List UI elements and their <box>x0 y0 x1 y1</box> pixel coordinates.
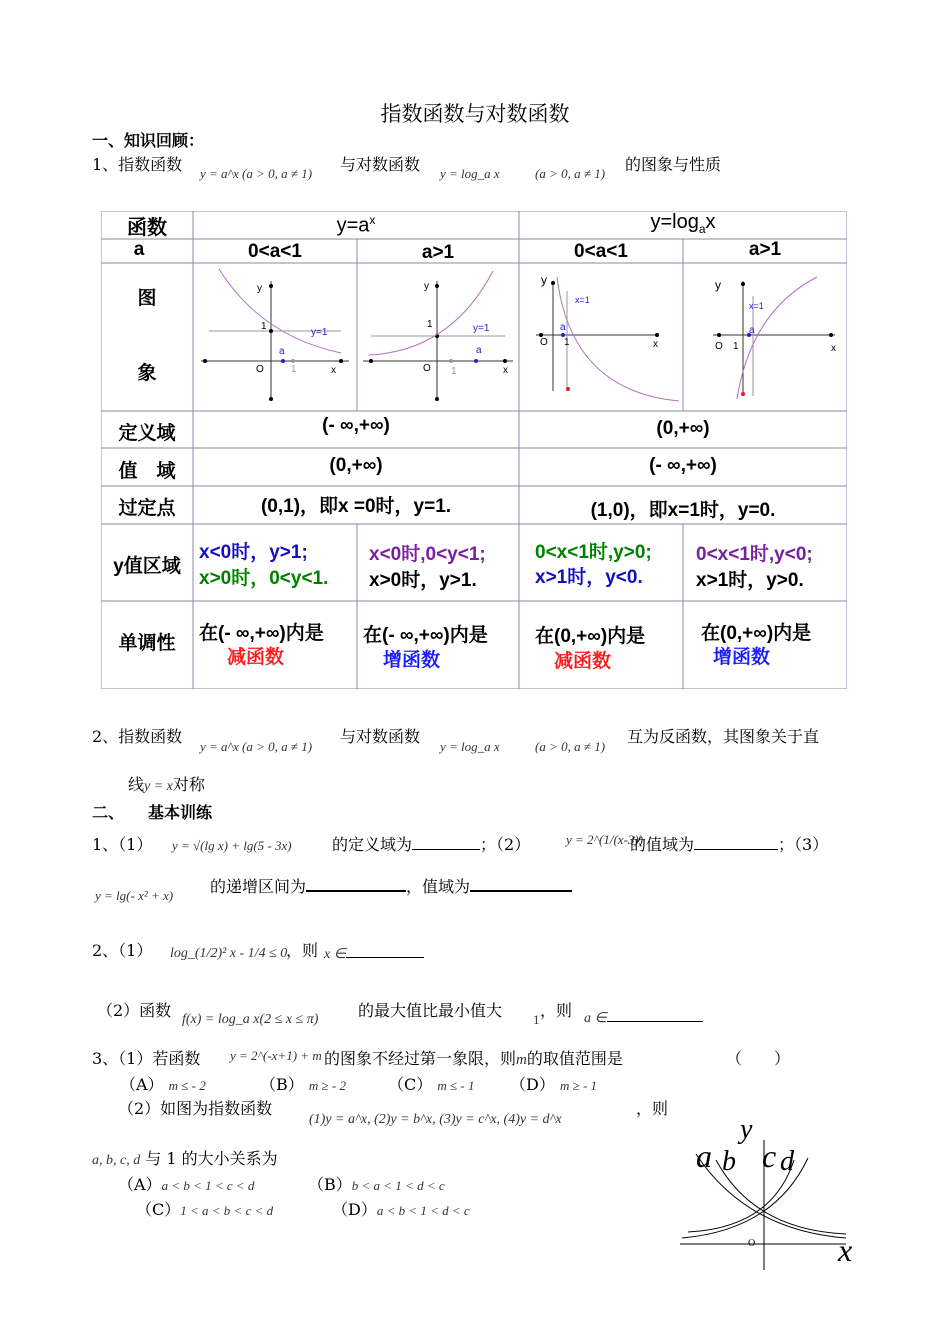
q3b-option-d-value: a < b < 1 < d < c <box>376 1203 470 1218</box>
yregion-3a: 0<x<1时,y>0; <box>535 542 652 563</box>
item1-suffix: 的图象与性质 <box>625 155 722 174</box>
row-domain-label: 定义域 <box>118 423 176 444</box>
yregion-4a: 0<x<1时,y<0; <box>696 544 813 565</box>
q3-prefix: 3、（1）若函数 <box>92 1049 201 1068</box>
q3-option-a-label: （A） <box>120 1075 164 1094</box>
q2b-a-in: a ∈ <box>584 1011 607 1026</box>
q2b-one: 1 <box>533 1012 540 1027</box>
q3-option-d-value: m ≥ - 1 <box>559 1078 598 1093</box>
g2-y: y <box>424 281 429 292</box>
fig-b: b <box>722 1146 736 1177</box>
item2-mid: 与对数函数 <box>340 727 421 746</box>
q3b-then: ，则 <box>636 1099 669 1118</box>
header-exp <box>193 213 519 238</box>
item2-log-condition: (a > 0, a ≠ 1) <box>535 739 606 754</box>
a-range-1: 0<a<1 <box>248 241 302 262</box>
q3b-option-a-value: a < b < 1 < c < d <box>161 1178 255 1193</box>
a-range-2: a>1 <box>421 242 455 263</box>
properties-table <box>101 211 847 689</box>
q1-range <box>630 832 828 855</box>
header-exp-sup: x <box>369 213 376 227</box>
fig-c: c <box>762 1138 777 1174</box>
q1-blank-4[interactable] <box>470 890 572 892</box>
expo-formula: y = a^x (a > 0, a ≠ 1) <box>200 166 313 181</box>
header-log-base: y=log <box>650 211 699 233</box>
g1-y: y <box>257 283 262 294</box>
section-heading-review: 一、知识回顾： <box>92 131 205 150</box>
yregion-2a: x<0时,0<y<1; <box>369 544 486 565</box>
yregion-1b: x>0时，0<y<1. <box>199 568 329 589</box>
q1-formula-1: y = √(lg x) + lg(5 - 3x) <box>172 838 292 853</box>
q2b-then: ，则 <box>540 1001 573 1020</box>
range-exp: (0,+∞) <box>329 455 383 476</box>
fig-d: d <box>780 1146 794 1177</box>
q1-blank-2[interactable] <box>694 849 778 850</box>
q3b-option-d-label: （D） <box>332 1200 377 1219</box>
q2-then: ，则 <box>286 941 319 960</box>
g4-a: a <box>749 325 755 336</box>
q3b-option-c-value: 1 < a < b < c < d <box>180 1203 274 1218</box>
item1-mid: 与对数函数 <box>340 155 421 174</box>
q3b-option-b-label: （B） <box>308 1175 352 1194</box>
g3-x: x <box>653 339 658 350</box>
q2b-formula: f(x) = log_a x(2 ≤ x ≤ π) <box>182 1012 319 1027</box>
yregion-4b: x>1时，y>0. <box>696 570 804 591</box>
fig-y: y <box>740 1114 753 1145</box>
q1-formula-2: y = 2^(1/(x-3)) <box>566 832 644 847</box>
header-log <box>519 211 847 236</box>
header-log-x: x <box>705 211 716 233</box>
header-function: 函数 <box>127 217 167 239</box>
q3-option-d-label: （D） <box>510 1075 555 1094</box>
q3-text-1: 的图象不经过第一象限，则 <box>324 1049 517 1068</box>
row-graph-label-2: 象 <box>137 363 157 384</box>
fig-x: x <box>838 1232 853 1268</box>
header-log-sub: a <box>698 222 706 236</box>
header-exp-base: y=a <box>336 214 370 237</box>
q3-option-b-label: （B） <box>260 1075 304 1094</box>
mono-1-text: 在(- ∞,+∞)内是 <box>199 623 324 644</box>
q3-option-c-value: m ≤ - 1 <box>437 1078 475 1093</box>
yregion-2b: x>0时，y>1. <box>369 570 477 591</box>
q1-blank-3[interactable] <box>306 890 406 892</box>
mono-3-type: 减函数 <box>554 651 612 672</box>
fig-a: a <box>696 1138 712 1174</box>
q2-formula-2 <box>324 946 424 963</box>
item2-symmetric: 对称 <box>172 775 205 794</box>
q3-option-a-value: m ≤ - 2 <box>168 1078 206 1093</box>
q1-formula-3: y = lg(- x² + x) <box>95 888 174 903</box>
q1-increasing-text: 的递增区间为 <box>210 877 307 896</box>
a-range-3: 0<a<1 <box>574 241 628 262</box>
mono-3-text: 在(0,+∞)内是 <box>535 626 646 647</box>
q1-domain-text: 的定义域为 <box>332 835 413 854</box>
g3-y: y <box>541 273 547 287</box>
graph-exp-increasing <box>363 271 513 401</box>
yregion-1a: x<0时，y>1; <box>199 542 308 563</box>
q3-option-b[interactable] <box>260 1072 346 1095</box>
q3-option-d[interactable] <box>510 1072 597 1095</box>
yregion-3b: x>1时，y<0. <box>535 567 643 588</box>
q3b-option-b[interactable] <box>308 1172 445 1195</box>
log-formula: y = log_a x <box>440 166 500 181</box>
q2-blank-1[interactable] <box>346 957 424 958</box>
g2-x: x <box>503 365 508 376</box>
q3b-option-c-label: （C） <box>136 1200 181 1219</box>
item2-prefix: 2、指数函数 <box>92 727 183 746</box>
point-exp: (0,1)，即x =0时，y=1. <box>260 496 452 517</box>
q1-domain <box>332 832 530 855</box>
item2-line-word: 线 <box>128 775 145 794</box>
fig-o: O <box>748 1238 756 1249</box>
g4-one: 1 <box>733 341 739 352</box>
q1-increasing <box>210 874 572 897</box>
q2-formula-1: log_(1/2)² x - 1/4 ≤ 0 <box>170 946 288 961</box>
mono-1-type: 减函数 <box>227 647 285 668</box>
q3b-vars: a, b, c, d <box>92 1153 141 1168</box>
exp-curves-figure <box>676 1114 876 1280</box>
q3-option-c-label: （C） <box>388 1075 433 1094</box>
q2b-text: 的最大值比最小值大 <box>358 1001 503 1020</box>
item2-expo-formula: y = a^x (a > 0, a ≠ 1) <box>200 739 313 754</box>
g1-x: x <box>331 365 336 376</box>
item2-log-formula: y = log_a x <box>440 739 500 754</box>
g2-y1: y=1 <box>473 323 490 334</box>
domain-log: (0,+∞) <box>656 418 710 439</box>
g4-o: O <box>715 341 723 352</box>
g1-one-x: 1 <box>291 364 297 375</box>
g4-y: y <box>715 278 721 292</box>
q3-option-c[interactable] <box>388 1072 474 1095</box>
q2b-prefix: （2）函数 <box>97 1001 172 1020</box>
graph-log-increasing <box>713 277 835 399</box>
q3-formula: y = 2^(-x+1) + m <box>230 1048 322 1063</box>
g3-one: 1 <box>564 337 570 348</box>
g2-one: 1 <box>427 319 433 330</box>
g4-x: x <box>831 343 836 354</box>
item1-prefix: 1、指数函数 <box>92 155 183 174</box>
row-a-label: a <box>133 239 145 260</box>
row-mono-label: 单调性 <box>118 633 176 654</box>
item2-line2 <box>128 772 205 795</box>
q3-m: m <box>516 1052 527 1068</box>
q3b-option-c[interactable] <box>136 1197 273 1220</box>
g2-one-x: 1 <box>451 366 457 377</box>
q3b-option-d[interactable] <box>332 1197 470 1220</box>
q1-prefix: 1、（1） <box>92 835 153 854</box>
q3-option-b-value: m ≥ - 2 <box>308 1078 346 1093</box>
q1-sep: ；（2） <box>480 835 531 854</box>
log-condition: (a > 0, a ≠ 1) <box>535 166 606 181</box>
q3b-option-a-label: （A） <box>118 1175 162 1194</box>
q1-range-text: 的值域为 <box>630 835 695 854</box>
item2-suffix: 互为反函数，其图象关于直 <box>627 727 820 746</box>
domain-exp: (- ∞,+∞) <box>322 415 390 436</box>
q3-paren: （ ） <box>726 1049 791 1068</box>
q3b-option-b-value: b < a < 1 < d < c <box>351 1178 445 1193</box>
q2-x-in: x ∈ <box>324 947 346 962</box>
g1-a: a <box>279 346 285 357</box>
g3-a: a <box>560 322 566 333</box>
row-point-label: 过定点 <box>118 498 176 519</box>
g3-o: O <box>540 337 548 348</box>
g2-o: O <box>423 363 431 374</box>
q3b-option-a[interactable] <box>118 1172 254 1195</box>
row-yregion-label: y值区域 <box>113 556 181 577</box>
q2b-answer <box>584 1010 703 1027</box>
g1-y1: y=1 <box>311 327 328 338</box>
mono-4-type: 增函数 <box>713 647 771 668</box>
q1-part3: ；（3） <box>778 835 829 854</box>
g2-a: a <box>476 345 482 356</box>
mono-2-text: 在(- ∞,+∞)内是 <box>363 625 488 646</box>
q3-text-2: 的取值范围是 <box>526 1049 623 1068</box>
q3-text <box>324 1046 623 1069</box>
q3b-formula: (1)y = a^x, (2)y = b^x, (3)y = c^x, (4)y = d^x <box>309 1112 562 1127</box>
mono-2-type: 增函数 <box>383 650 441 671</box>
row-range-label: 值 域 <box>118 461 176 482</box>
g4-x1: x=1 <box>749 301 764 311</box>
a-range-4: a>1 <box>748 239 782 260</box>
page-title: 指数函数与对数函数 <box>380 102 570 126</box>
q1-value-range: ，值域为 <box>406 877 471 896</box>
g3-x1: x=1 <box>575 295 590 305</box>
mono-4-text: 在(0,+∞)内是 <box>701 623 812 644</box>
g1-o: O <box>256 364 264 375</box>
g1-one: 1 <box>261 321 267 332</box>
point-log: (1,0)，即x=1时，y=0. <box>590 500 776 521</box>
q2-prefix: 2、（1） <box>92 941 153 960</box>
q3b-prefix: （2）如图为指数函数 <box>118 1099 273 1118</box>
q3b-relation <box>92 1146 278 1169</box>
range-log: (- ∞,+∞) <box>649 455 717 476</box>
q1-blank-1[interactable] <box>412 849 480 850</box>
row-graph-label-1: 图 <box>137 288 157 309</box>
section-heading-training: 二、 基本训练 <box>92 803 213 822</box>
item2-line-formula: y = x <box>144 779 173 794</box>
q2b-blank[interactable] <box>607 1021 703 1022</box>
q3-option-a[interactable] <box>120 1072 206 1095</box>
q3b-relation-text: 与 1 的大小关系为 <box>145 1149 278 1168</box>
